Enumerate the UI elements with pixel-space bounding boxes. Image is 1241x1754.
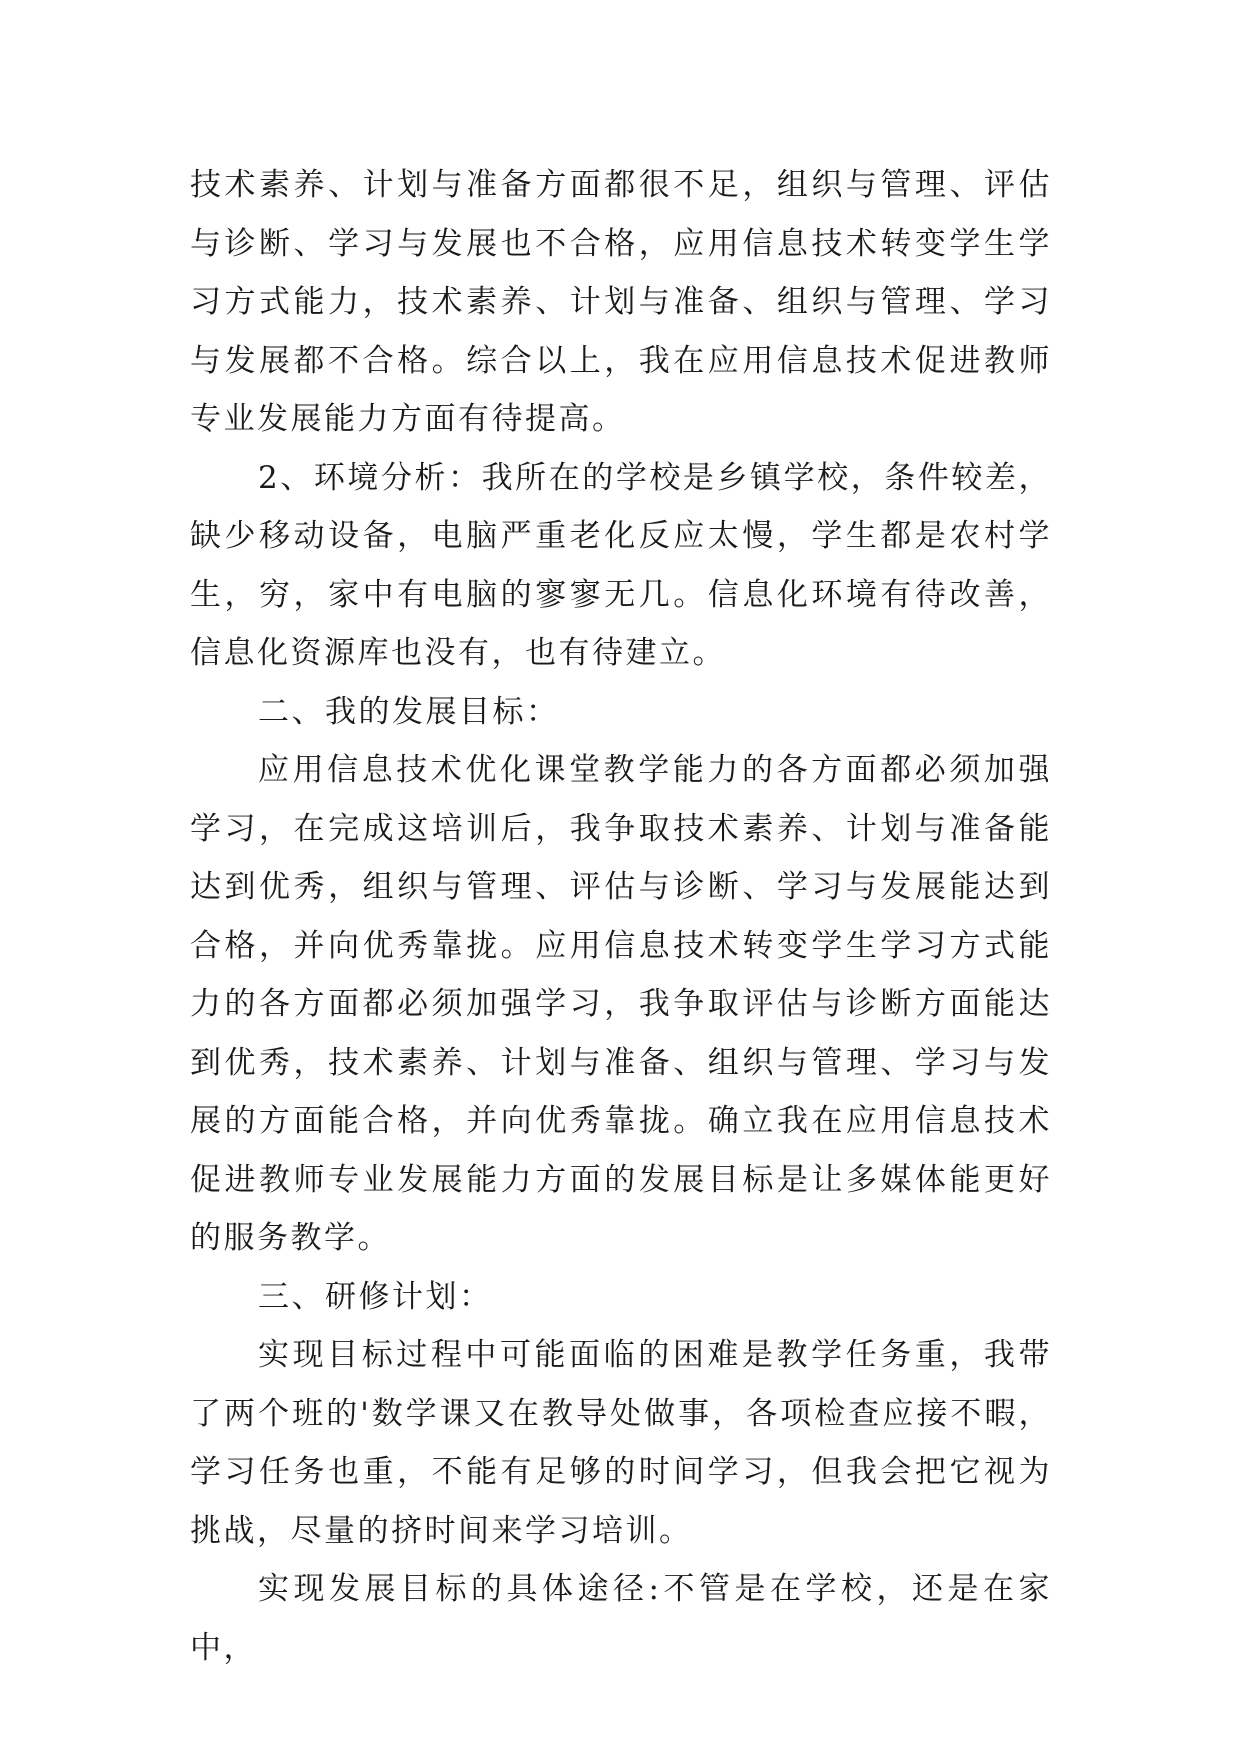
section-heading-plan: 三、研修计划： [258, 1278, 493, 1315]
paragraph-goals: 应用信息技术优化课堂教学能力的各方面都必须加强学习，在完成这培训后，我争取技术素养、计划与准备能达到优秀，组织与管理、评估与诊断、学习与发展能达到合格，并向优秀靠拢。应用信息技术转变学生学习方式能力的各方面都必须加强学习，我争取评估与诊断方面能达到优秀，技术素养、计划与准备、组织与管理、学习与发展的方面能合格，并向优秀靠拢。确立我在应用信息技术促进教师专业发展能力方面的发展目标是让多媒体能更好的服务教学。 [190, 752, 1052, 1256]
paragraph-continued: 技术素养、计划与准备方面都很不足，组织与管理、评估与诊断、学习与发展也不合格，应用信息技术转变学生学习方式能力，技术素养、计划与准备、组织与管理、学习与发展都不合格。综合以上，我在应用信息技术促进教师专业发展能力方面有待提高。 [190, 167, 1052, 437]
paragraph-environment-analysis: 2、环境分析：我所在的学校是乡镇学校，条件较差，缺少移动设备，电脑严重老化反应太慢，学生都是农村学生，穷，家中有电脑的寥寥无几。信息化环境有待改善，信息化资源库也没有，也有待建立。 [190, 459, 1052, 671]
paragraph-difficulties: 实现目标过程中可能面临的困难是教学任务重，我带了两个班的'数学课又在教导处做事，各项检查应接不暇，学习任务也重，不能有足够的时间学习，但我会把它视为挑战，尽量的挤时间来学习培训。 [190, 1337, 1052, 1549]
paragraph-approach: 实现发展目标的具体途径:不管是在学校，还是在家中， [190, 1571, 1052, 1666]
document-body [190, 156, 1052, 1677]
section-heading-goals: 二、我的发展目标： [258, 693, 560, 730]
